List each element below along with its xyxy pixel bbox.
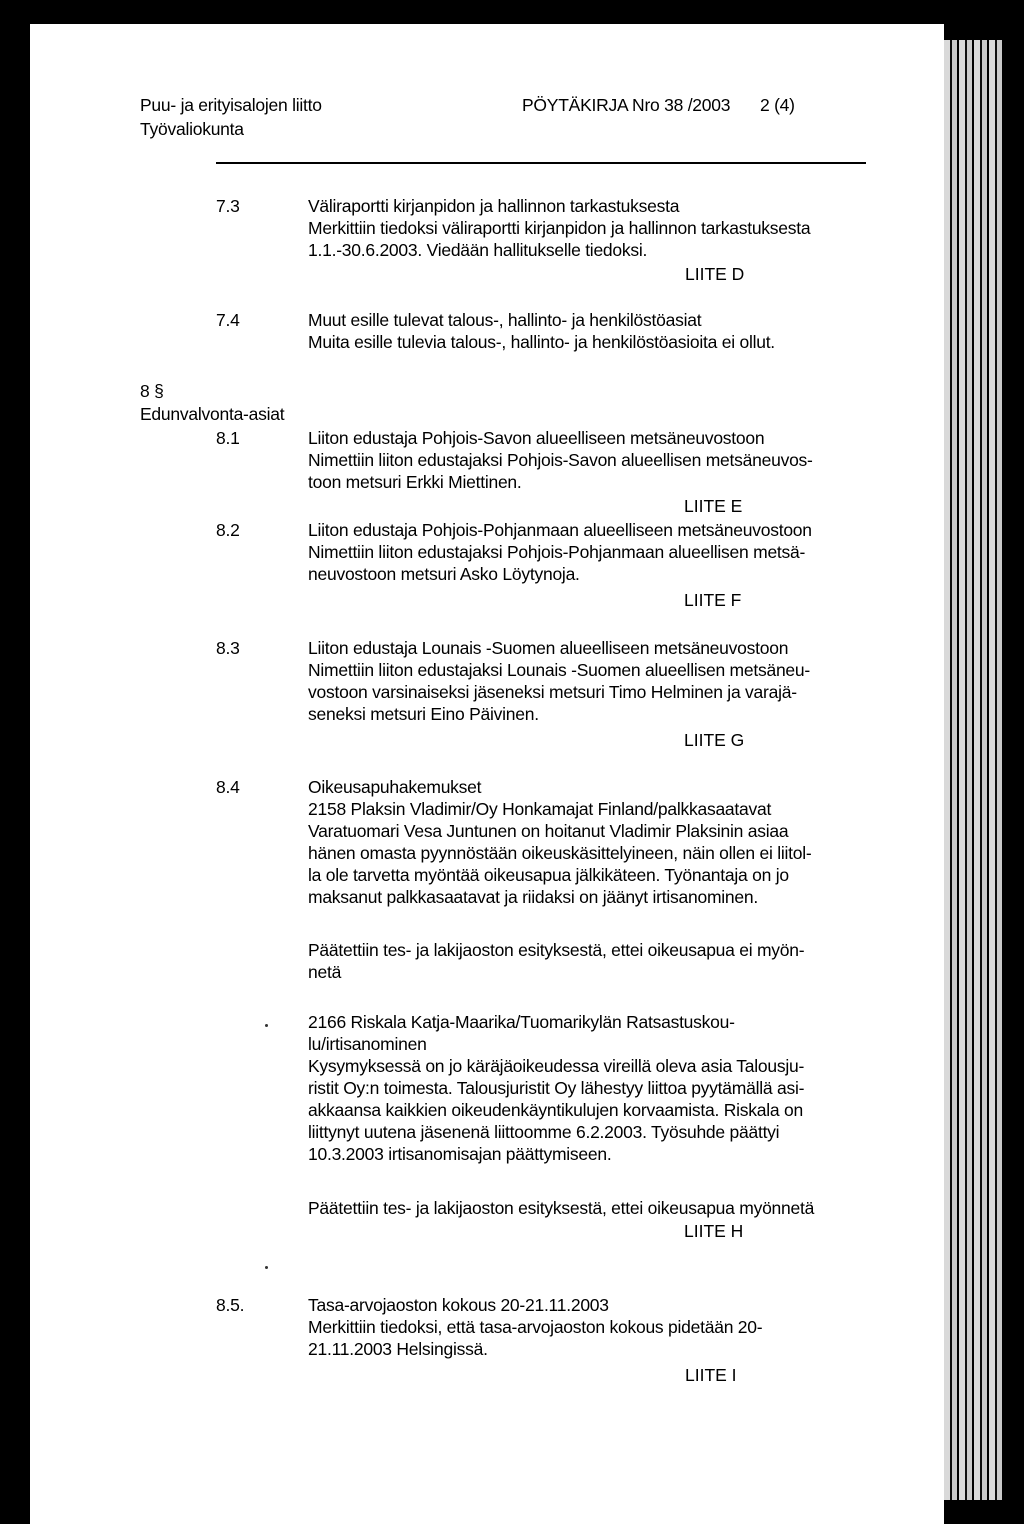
section-7-4-line: Muita esille tulevia talous-, hallinto- ja henkilöstöasioita ei ollut.: [308, 332, 775, 352]
section-8-mark: 8 §: [140, 381, 164, 401]
section-number-7-4: 7.4: [216, 310, 240, 330]
attachment-ref-g: LIITE G: [684, 730, 745, 750]
section-number-8-4: 8.4: [216, 777, 240, 797]
header-unit: Työvaliokunta: [140, 119, 244, 139]
attachment-ref-f: LIITE F: [684, 590, 742, 610]
section-8-4-case-2166: [308, 1011, 888, 1165]
section-8-2-text: [308, 519, 888, 585]
section-8-4-line: 10.3.2003 irtisanomisajan päättymiseen.: [308, 1144, 612, 1164]
section-8-1-line: Liiton edustaja Pohjois-Savon alueelliseen metsäneuvostoon: [308, 428, 765, 448]
header-page-number: 2 (4): [760, 95, 795, 115]
section-8-4-line: Kysymyksessä on jo käräjäoikeudessa vireillä oleva asia Talousju-: [308, 1056, 805, 1076]
attachment-ref-d: LIITE D: [685, 264, 745, 284]
section-8-4-line: maksanut palkkasaatavat ja riidaksi on jäänyt irtisanominen.: [308, 887, 758, 907]
section-8-4-line: 2166 Riskala Katja-Maarika/Tuomarikylän Ratsastuskou-: [308, 1012, 735, 1032]
section-8-3-text: [308, 637, 888, 725]
section-8-4-line: ristit Oy:n toimesta. Talousjuristit Oy lähestyy liittoa pyytämällä asi-: [308, 1078, 805, 1098]
section-8-3-line: Nimettiin liiton edustajaksi Lounais -Suomen alueellisen metsäneu-: [308, 660, 810, 680]
section-8-3-line: Liiton edustaja Lounais -Suomen alueelliseen metsäneuvostoon: [308, 638, 789, 658]
section-8-5-line: Merkittiin tiedoksi, että tasa-arvojaoston kokous pidetään 20-: [308, 1317, 763, 1337]
scan-speck: [265, 1266, 268, 1269]
decision-line: Päätettiin tes- ja lakijaoston esityksestä, ettei oikeusapua myönnetä: [308, 1198, 815, 1218]
section-8-2-line: Liiton edustaja Pohjois-Pohjanmaan alueelliseen metsäneuvostoon: [308, 520, 812, 540]
section-8-4-line: Oikeusapuhakemukset: [308, 777, 482, 797]
attachment-ref-h: LIITE H: [684, 1221, 744, 1241]
section-7-3-line: 1.1.-30.6.2003. Viedään hallitukselle tiedoksi.: [308, 240, 648, 260]
section-7-3-line: Merkittiin tiedoksi väliraportti kirjanpidon ja hallinnon tarkastuksesta: [308, 218, 811, 238]
section-7-3-line: Väliraportti kirjanpidon ja hallinnon tarkastuksesta: [308, 196, 680, 216]
section-7-3-text: [308, 195, 888, 261]
section-8-4-case-2158: [308, 776, 888, 908]
decision-line: Päätettiin tes- ja lakijaoston esityksestä, ettei oikeusapua ei myön-: [308, 940, 805, 960]
section-8-5-text: [308, 1294, 888, 1360]
header-doc-title: PÖYTÄKIRJA Nro 38 /2003: [522, 95, 731, 115]
section-8-4-line: akkaansa kaikkien oikeudenkäyntikulujen korvaamista. Riskala on: [308, 1100, 803, 1120]
section-8-4-line: liittynyt uutena jäsenenä liittoomme 6.2.2003. Työsuhde päättyi: [308, 1122, 780, 1142]
section-number-8-2: 8.2: [216, 520, 240, 540]
section-8-1-line: toon metsuri Erkki Miettinen.: [308, 472, 522, 492]
section-8-4-decision-1: [308, 939, 888, 983]
section-number-7-3: 7.3: [216, 196, 240, 216]
header-org: Puu- ja erityisalojen liitto: [140, 95, 322, 115]
scan-border: [1004, 0, 1024, 1524]
section-8-4-line: la ole tarvetta myöntää oikeusapua jälkikäteen. Työnantaja on jo: [308, 865, 789, 885]
section-8-1-text: [308, 427, 888, 493]
section-number-8-5: 8.5.: [216, 1295, 245, 1315]
section-8-title: Edunvalvonta-asiat: [140, 404, 285, 424]
page-edge-shadow: [944, 40, 1004, 1500]
section-8-3-line: seneksi metsuri Eino Päivinen.: [308, 704, 539, 724]
header-rule: [216, 162, 866, 164]
section-number-8-1: 8.1: [216, 428, 240, 448]
section-8-2-line: neuvostoon metsuri Asko Löytynoja.: [308, 564, 580, 584]
attachment-ref-e: LIITE E: [684, 496, 743, 516]
attachment-ref-i: LIITE I: [685, 1365, 737, 1385]
section-7-4-text: [308, 309, 888, 353]
scan-speck: [265, 1024, 268, 1027]
section-7-4-line: Muut esille tulevat talous-, hallinto- ja henkilöstöasiat: [308, 310, 702, 330]
section-8-4-line: hänen omasta pyynnöstään oikeuskäsittelyineen, näin ollen ei liitol-: [308, 843, 812, 863]
section-8-3-line: vostoon varsinaiseksi jäseneksi metsuri Timo Helminen ja varajä-: [308, 682, 797, 702]
section-8-1-line: Nimettiin liiton edustajaksi Pohjois-Savon alueellisen metsäneuvos-: [308, 450, 813, 470]
section-8-5-line: Tasa-arvojaoston kokous 20-21.11.2003: [308, 1295, 609, 1315]
section-8-4-line: 2158 Plaksin Vladimir/Oy Honkamajat Finland/palkkasaatavat: [308, 799, 772, 819]
section-8-4-line: lu/irtisanominen: [308, 1034, 427, 1054]
section-8-5-line: 21.11.2003 Helsingissä.: [308, 1339, 488, 1359]
section-8-4-line: Varatuomari Vesa Juntunen on hoitanut Vladimir Plaksinin asiaa: [308, 821, 789, 841]
section-8-4-decision-2: [308, 1197, 888, 1219]
section-number-8-3: 8.3: [216, 638, 240, 658]
section-8-2-line: Nimettiin liiton edustajaksi Pohjois-Pohjanmaan alueellisen metsä-: [308, 542, 806, 562]
decision-line: netä: [308, 962, 342, 982]
